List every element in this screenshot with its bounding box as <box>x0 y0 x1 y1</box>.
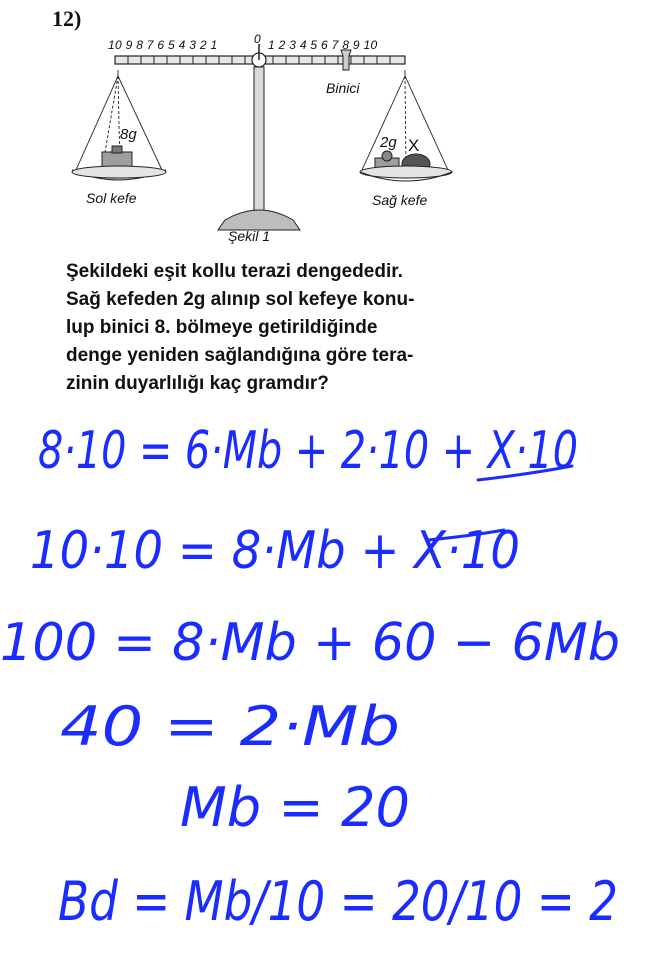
question-line: lup binici 8. bölmeye getirildiğinde <box>66 317 378 338</box>
handwriting-line: Mb = 20 <box>180 776 410 839</box>
handwriting-line: Bd = Mb/10 = 20/10 = 2 <box>58 870 618 933</box>
scale-numbers-right: 1 2 3 4 5 6 7 8 9 10 <box>268 38 378 52</box>
right-unknown-label: X <box>408 136 420 155</box>
question-line: denge yeniden sağlandığına göre tera- <box>66 345 414 366</box>
handwriting-line: 100 = 8·Mb + 60 − 6Mb <box>0 613 620 673</box>
question-line: zinin duyarlılığı kaç gramdır? <box>66 373 329 394</box>
handwriting-line: 8·10 = 6·Mb + 2·10 + X·10 <box>38 421 578 481</box>
scale-zero: 0 <box>254 32 261 46</box>
question-line: Sağ kefeden 2g alınıp sol kefeye konu- <box>66 289 415 310</box>
rider-label: Binici <box>326 80 360 96</box>
right-weight-label: 2g <box>380 134 397 151</box>
left-weight-label: 8g <box>120 126 137 143</box>
handwriting-lines <box>0 421 620 933</box>
scale-numbers-left: 10 9 8 7 6 5 4 3 2 1 <box>108 38 218 52</box>
left-pan-label: Sol kefe <box>86 190 137 206</box>
question-line: Şekildeki eşit kollu terazi dengededir. <box>66 261 403 282</box>
handwriting-line: 40 = 2·Mb <box>60 695 400 758</box>
handwriting-line: 10·10 = 8·Mb + X·10 <box>30 521 520 581</box>
right-pan-label: Sağ kefe <box>372 192 428 208</box>
question-number: 12) <box>52 6 82 31</box>
figure-caption: Şekil 1 <box>228 228 271 244</box>
